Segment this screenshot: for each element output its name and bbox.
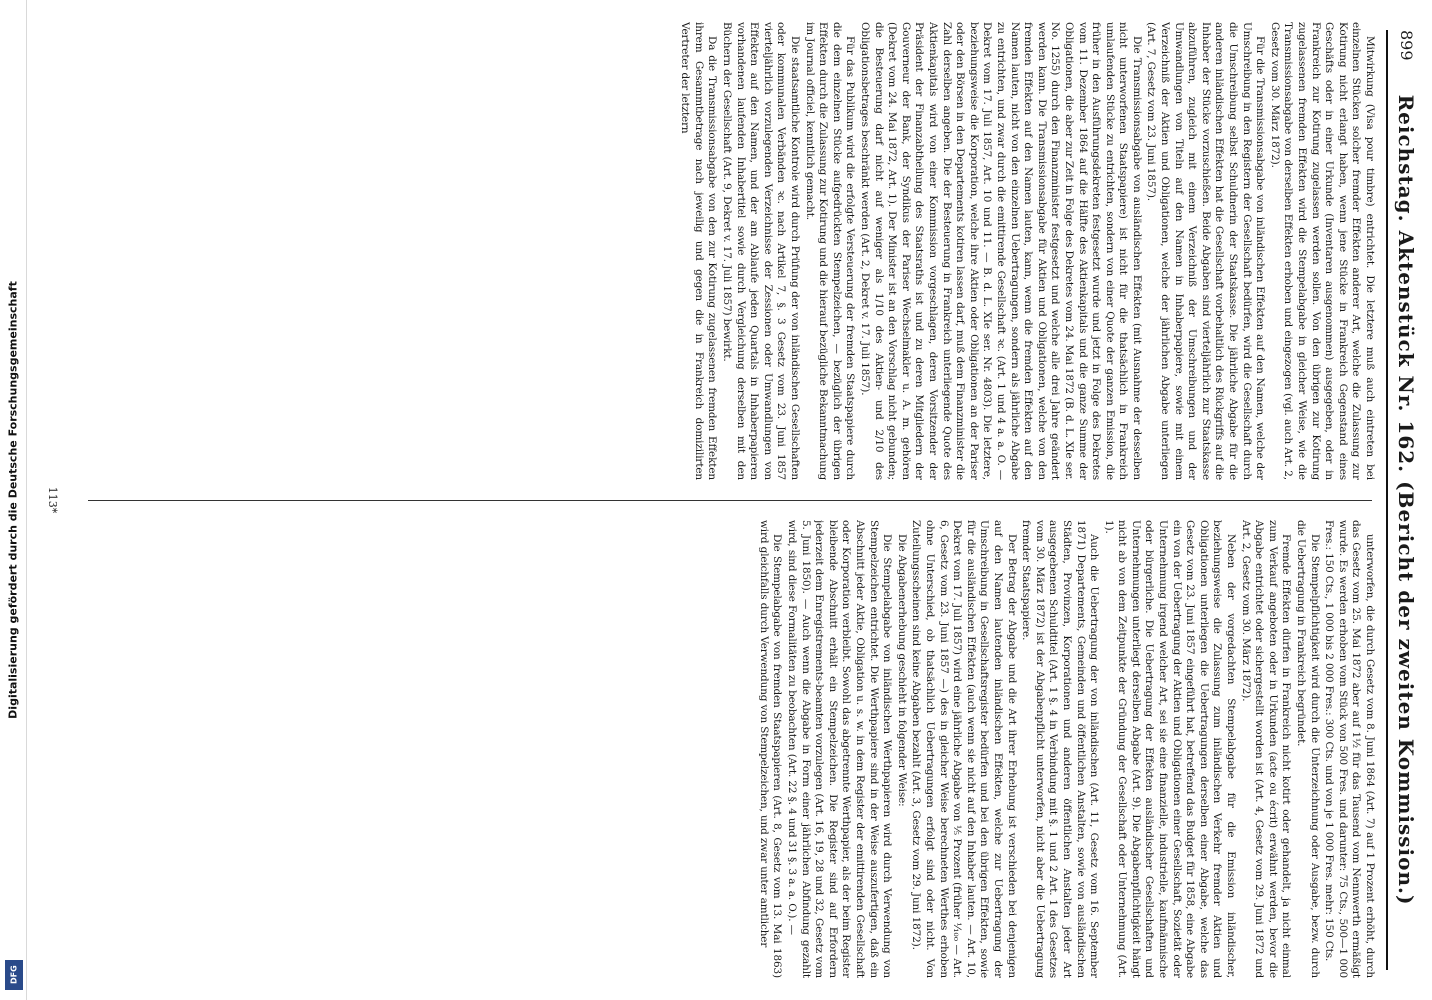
side-strip <box>0 0 27 1000</box>
dfg-logo: DFG <box>5 960 23 990</box>
paragraph: Auch die Uebertragung der von inländischen (Art. 11, Gesetz vom 16. September 1871) Departements, Gemeinden und öffentlichen Anstalten, sowie von ausländischen Städten, Provinzen, Korporationen und anderen öffentlichen Anstalten jeder Art ausgegebenen Schuldtitel (Art. 1 §. 4 in Verbindung mit §. 1 und 2 Art. 1 des Gesetzes vom 30. März 1872) ist der Abgabenpflicht unterworfen, nicht aber die Uebertragung fremder Staatspapiere. <box>1020 520 1101 978</box>
paragraph: Fremde Effekten dürfen in Frankreich nicht kotirt oder gehandelt, ja nicht einmal zum Verkauf angeboten oder in Urkunden (acte ou écrit) erwähnt werden, bevor die Abgabe entrichtet oder sichergestellt worden ist (Art. 4, Gesetz vom 29. Juni 1872 und Art. 2, Gesetz vom 30. März 1872). <box>1239 520 1293 978</box>
paragraph: Für die Transmissionsabgabe von inländischen Effekten auf den Namen, welche der Umschreibung in den Registern der Gesellschaft bedürfen, wird die Gesellschaft durch die Umschreibung selbst Schuldnerin der Staatskasse. Die jährliche Abgabe für die anderen inländischen Effekten hat die Gesellschaft vorbehaltlich des Rückgriffs auf die Inhaber der Stücke vorzuschießen. Beide Abgaben sind vierteljährlich zur Staatskasse abzuführen, zugleich mit einem Verzeichniß der Umschreibungen und der Umwandlungen von Titeln auf den Namen in Inhaberpapiere, sowie mit einem Verzeichniß der Aktien und Obligationen, welche der jährlichen Abgabe unterliegen (Art. 7, Gesetz vom 23. Juni 1857). <box>1145 22 1267 480</box>
paragraph: unterworfen, die durch Gesetz vom 8. Juni 1864 (Art. 7) auf 1 Prozent erhöht, durch das Gesetz vom 25. Mai 1872 aber auf 1½ für das Tausend vom Nennwerth ermäßigt wurde. Es werden erhoben vom Stück von 500 Fres. und darunter: 75 Cts., 500—1 000 Fres.: 150 Cts., 1 000 bis 2 000 Fres.: 300 Cts. und von je 1 000 Fres. mehr: 150 Cts. <box>1323 520 1376 978</box>
paragraph: Für das Publikum wird die erfolgte Versteuerung der fremden Staatspapiere durch die dem einzelnen Stücke aufgedrückten Stempelzeichen, — bezüglich der übrigen Effekten durch die Zulassung zur Kotirung und die hierauf bezügliche Bekanntmachung im Journal officiel, kenntlich gemacht. <box>803 22 857 480</box>
paragraph: Der Betrag der Abgabe und die Art ihrer Erhebung ist verschieden bei denjenigen auf den Namen lautenden inländischen Effekten, welche zur Uebertragung der Umschreibung in Gesellschaftsregister bedürfen und bei den übrigen Effekten, sowie für die ausländischen Effekten (auch wenn sie nicht auf den Inhaber lauten. — Art. 10, Dekret vom 17. Juli 1857) wird eine jährliche Abgabe von ⅕ Prozent (früher ⅒₀ — Art. 6, Gesetz vom 23. Juni 1857 —) des in gleicher Weise berechneten Werthes erhoben ohne Unterschied, ob thatsächlich Uebertragungen erfolgt sind oder nicht. Von Zuteilungsscheinen sind keine Abgaben bezahlt (Art. 3, Gesetz vom 29. Juni 1872). <box>910 520 1018 978</box>
funding-note: Digitalisierung gefördert durch die Deutsche Forschungsgemeinschaft <box>6 281 20 719</box>
header-title: Reichstag. Aktenstück Nr. 162. (Bericht der zweiten Kommission.) <box>1394 94 1418 906</box>
paragraph: Die Stempelabgabe von fremden Staatspapieren (Art. 8, Gesetz vom 13. Mai 1863) wird gleichfalls durch Verwendung von Stempelzeichen, und zwar unter amtlicher <box>757 520 784 978</box>
printed-page <box>28 0 1432 1000</box>
column-right <box>84 520 1376 978</box>
paragraph: Mitwirkung (Visa pour timbre) entrichtet. Die letztere muß auch eintreten bei einzelnen Stücken solcher fremder Effekten anderer Art, welche die Zulassung zur Kotirung nicht erlangt haben, wenn jene Stücke in Frankreich Gegenstand eines Geschäfts oder in einer Urkunde (Inventaren ausgenommen) ausgegeben, oder in Frankreich zur Kotirung zugelassen werden sollen. Von den übrigen zur Kotirung zugelassenen fremden Effekten wird die Stempelabgabe in gleicher Weise, wie die Transmissionsabgabe von derselben Effekten erhoben und eingezogen (vgl. auch Art. 2, Gesetz vom 30. März 1872). <box>1268 22 1376 480</box>
paragraph: Neben der vorgedachten Stempelabgabe für die Emission inländischer, beziehungsweise die Zulassung zum inländischen Verkehr fremder Aktien und Obligationen unterliegen die Uebertragungen derselben einer Abgabe, welche das Gesetz vom 23. Juni 1857 eingeführt hat, betreffend das Budget für 1858, eine Abgabe ein von der Uebertragung der Aktien und Obligationen einer Gesellschaft, Sozietät oder Unternehmung irgend welcher Art, sei sie eine finanzielle, industrielle, kaufmännische oder bürgerliche. Die Uebertragung der Effekten ausländischer Gesellschaften und Unternehmungen unterliegt derselben Abgabe (Art. 9). Die Abgabenpflichtigkeit hängt nicht ab von dem Zeitpunkte der Gründung der Gesellschaft oder Unternehmung (Art. 1). <box>1102 520 1238 978</box>
paragraph: Die Abgabenerhebung geschieht in folgender Weise: <box>895 534 908 807</box>
column-divider <box>88 500 1372 501</box>
paragraph: Die staatsamtliche Kontrole wird durch Prüfung der von inländischen Gesellschaften oder kommunalen Verbänden ꝛc. nach Artikel 7, §. 3 Gesetz vom 23. Juni 1857 vierteljährlich vorzulegenden Verzeichnisse der Zessionen oder Umwandlungen von Effekten auf den Namen, und der am Ablaufe jeden Quartals in Inhaberpapieren vorhandenen laufenden Inhabertitel sowie durch Vergleichung derselben mit den Büchern der Gesellschaft (Art. 9, Dekret v. 17. Juli 1857) bewirkt. <box>721 22 802 480</box>
paragraph: Da die Transmissionsabgabe von den zur Kotirung zugelassenen fremden Effekten ihrem Gesammtbetrage nach jeweilig und gegen die in Frankreich domizilirten Vertreter der letztern <box>679 22 719 480</box>
page-header <box>1386 30 1422 970</box>
paragraph: Die Transmissionsabgabe von ausländischen Effekten (mit Ausnahme der desselben nicht unterworfenen Staatspapiere) ist nicht für die thatsächlich in Frankreich umlaufenden Stücke zu entrichten, sondern von einer Quote der ganzen Emission, die früher in den Ausführungsdekreten festgesetzt wurde und jetzt in Folge des Dekretes vom 11. Dezember 1864 auf die Hälfte des Aktienkapitals und die ganze Summe der Obligationen, die aber zur Zeit in Folge des Dekretes vom 24. Mai 1872 (B. d. L. XIe ser. No. 1255) durch den Finanzminister festgesetzt und welche alle drei Jahre geändert werden kann. Die Transmissionsabgabe für Aktien und Obligationen, welche von den fremden Effekten auf den Namen lauten, kann, wenn die fremden Effekten auf den Namen lauten, nicht von den einzelnen Uebertragungen, sondern als jährliche Abgabe zu entrichten, und zwar durch die emittirende Gesellschaft ꝛc. (Art. 1 und 4 a. a. O. — Dekret vom 17. Juli 1857, Art. 10 und 11. — B. d. L. XIe ser. Nr. 4803). Die letztere, beziehungsweise die Korporation, welche ihre Aktien oder Obligationen an der Pariser oder den Börsen in den Departements kotiren lassen darf, muß dem Finanzminister die Zahl derselben angeben. Die der Besteuerung in Frankreich unterliegende Quote des Aktienkapitals wird von einer Kommission vorgeschlagen, deren Vorsitzender der Präsident der Finanzabtheilung des Staatsraths ist und zu deren Mitgliedern der Gouverneur der Bank, der Syndikus der Pariser Wechselmakler u. A. m. gehören (Dekret vom 24. Mai 1872, Art. 1). Der Minister ist an den Vorschlag nicht gebunden; die Besteuerung darf nicht auf weniger als 1/10 des Aktien- und 2/10 des Obligationsbetrages beschränkt werden (Art. 2, Dekret v. 17. Juli 1857). <box>859 22 1143 480</box>
paragraph: Die Stempelabgabe von inländischen Werthpapieren wird durch Verwendung von Stempelzeichen entrichtet. Die Werthpapiere sind in der Weise auszufertigen, daß ein Abschnitt jeder Aktie, Obligation u. s. w. in dem Register der emittirenden Gesellschaft oder Korporation verbleibt. Sowohl das abgetrennte Werthpapier, als der beim Register bleibende Abschnitt erhält ein Stempelzeichen. Die Register sind auf Erfordern jederzeit dem Enregistrements-beamten vorzulegen (Art. 16, 19, 28 und 32, Gesetz vom 5. Juni 1850). — Auch wenn die Abgabe in Form einer jährlichen Abfindung gezahlt wird, sind diese Formalitäten zu beobachten (Art. 22 §. 4 und 31 §. 3 a. a. O.). — <box>786 520 894 978</box>
page-frame <box>28 0 1432 1000</box>
paragraph: Die Stempelpflichtigkeit wird durch die Unterzeichnung oder Ausgabe, bezw. durch die Uebertragung in Frankreich begründet. <box>1295 520 1321 978</box>
sheet-signature: 113* <box>46 486 59 514</box>
page-number: 899 <box>1397 30 1416 61</box>
column-left <box>84 22 1376 480</box>
